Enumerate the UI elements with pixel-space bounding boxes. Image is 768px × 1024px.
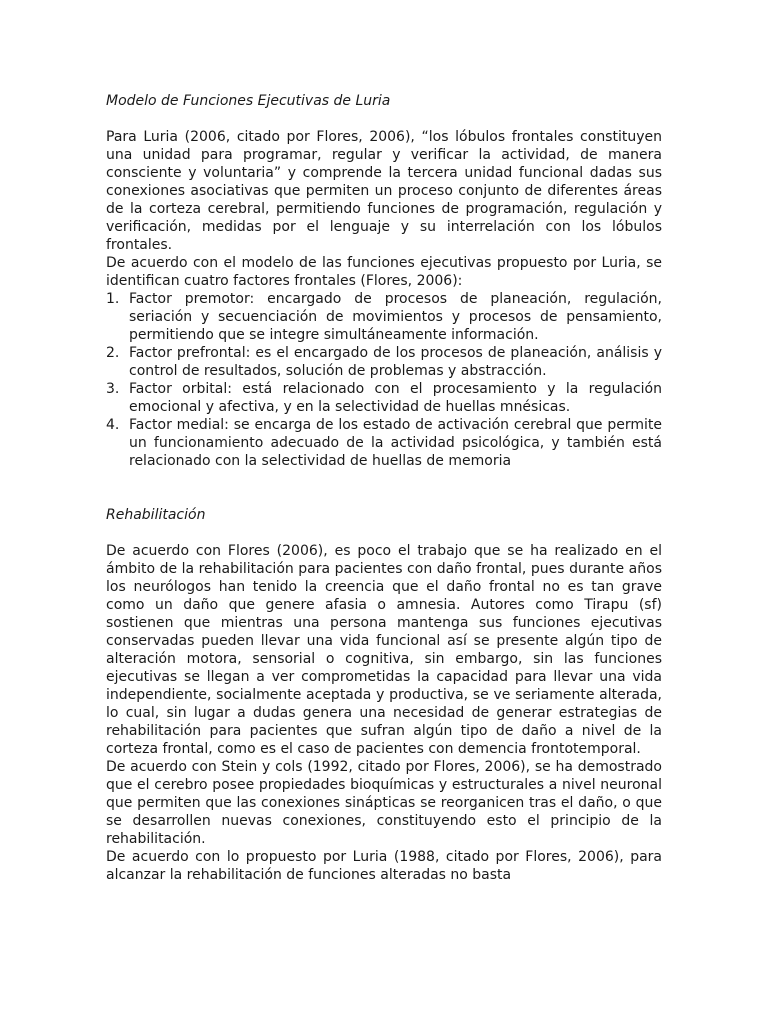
list-item <box>106 290 662 344</box>
list-number: 2. <box>106 345 120 361</box>
section-title-rehabilitation: Rehabilitación <box>106 507 206 523</box>
section-spacer <box>106 470 662 506</box>
paragraph-four-factors-intro: De acuerdo con el modelo de las funciones ejecutivas propuesto por Luria, se identifican cuatro factores frontales (Flores, 2006): <box>106 255 662 289</box>
list-item-text: Factor medial: se encarga de los estado de activación cerebral que permite un funcionamiento adecuado de la actividad psicológica, y también está relacionado con la selectividad de huellas de memoria <box>129 417 662 469</box>
list-number: 4. <box>106 417 120 433</box>
frontal-factors-list <box>106 290 662 470</box>
list-number: 3. <box>106 381 120 397</box>
paragraph-rehab-luria: De acuerdo con lo propuesto por Luria (1988, citado por Flores, 2006), para alcanzar la rehabilitación de funciones alteradas no basta <box>106 849 662 883</box>
list-item <box>106 380 662 416</box>
list-item-text: Factor orbital: está relacionado con el procesamiento y la regulación emocional y afectiva, y en la selectividad de huellas mnésicas. <box>129 381 662 415</box>
section-title-luria-model: Modelo de Funciones Ejecutivas de Luria <box>106 93 391 109</box>
list-item <box>106 416 662 470</box>
document-page <box>106 92 662 884</box>
paragraph-rehab-flores: De acuerdo con Flores (2006), es poco el trabajo que se ha realizado en el ámbito de la rehabilitación para pacientes con daño frontal, pues durante años los neurólogos han tenido la creencia que el daño frontal no es tan grave como un daño que genere afasia o amnesia. Autores como Tirapu (sf) sostienen que mientras una persona mantenga sus funciones ejecutivas conservadas pueden llevar una vida funcional así se presente algún tipo de alteración motora, sensorial o cognitiva, sin embargo, sin las funciones ejecutivas se llegan a ver comprometidas la capacidad para llevar una vida independiente, socialmente aceptada y productiva, se ve seriamente alterada, lo cual, sin lugar a dudas genera una necesidad de generar estrategias de rehabilitación para pacientes que sufran algún tipo de daño a nivel de la corteza frontal, como es el caso de pacientes con demencia frontotemporal. <box>106 543 662 757</box>
paragraph-luria-intro: Para Luria (2006, citado por Flores, 2006), “los lóbulos frontales constituyen una unidad para programar, regular y verificar la actividad, de manera consciente y voluntaria” y comprende la tercera unidad funcional dadas sus conexiones asociativas que permiten un proceso conjunto de diferentes áreas de la corteza cerebral, permitiendo funciones de programación, regulación y verificación, medidas por el lenguaje y su interrelación con los lóbulos frontales. <box>106 129 662 253</box>
list-item <box>106 344 662 380</box>
list-number: 1. <box>106 291 120 307</box>
list-item-text: Factor prefrontal: es el encargado de los procesos de planeación, análisis y control de resultados, solución de problemas y abstracción. <box>129 345 662 379</box>
list-item-text: Factor premotor: encargado de procesos de planeación, regulación, seriación y secuenciación de movimientos y procesos de pensamiento, permitiendo que se integre simultáneamente información. <box>129 291 662 343</box>
paragraph-rehab-stein: De acuerdo con Stein y cols (1992, citado por Flores, 2006), se ha demostrado que el cerebro posee propiedades bioquímicas y estructurales a nivel neuronal que permiten que las conexiones sinápticas se reorganicen tras el daño, o que se desarrollen nuevas conexiones, constituyendo esto el principio de la rehabilitación. <box>106 759 662 847</box>
